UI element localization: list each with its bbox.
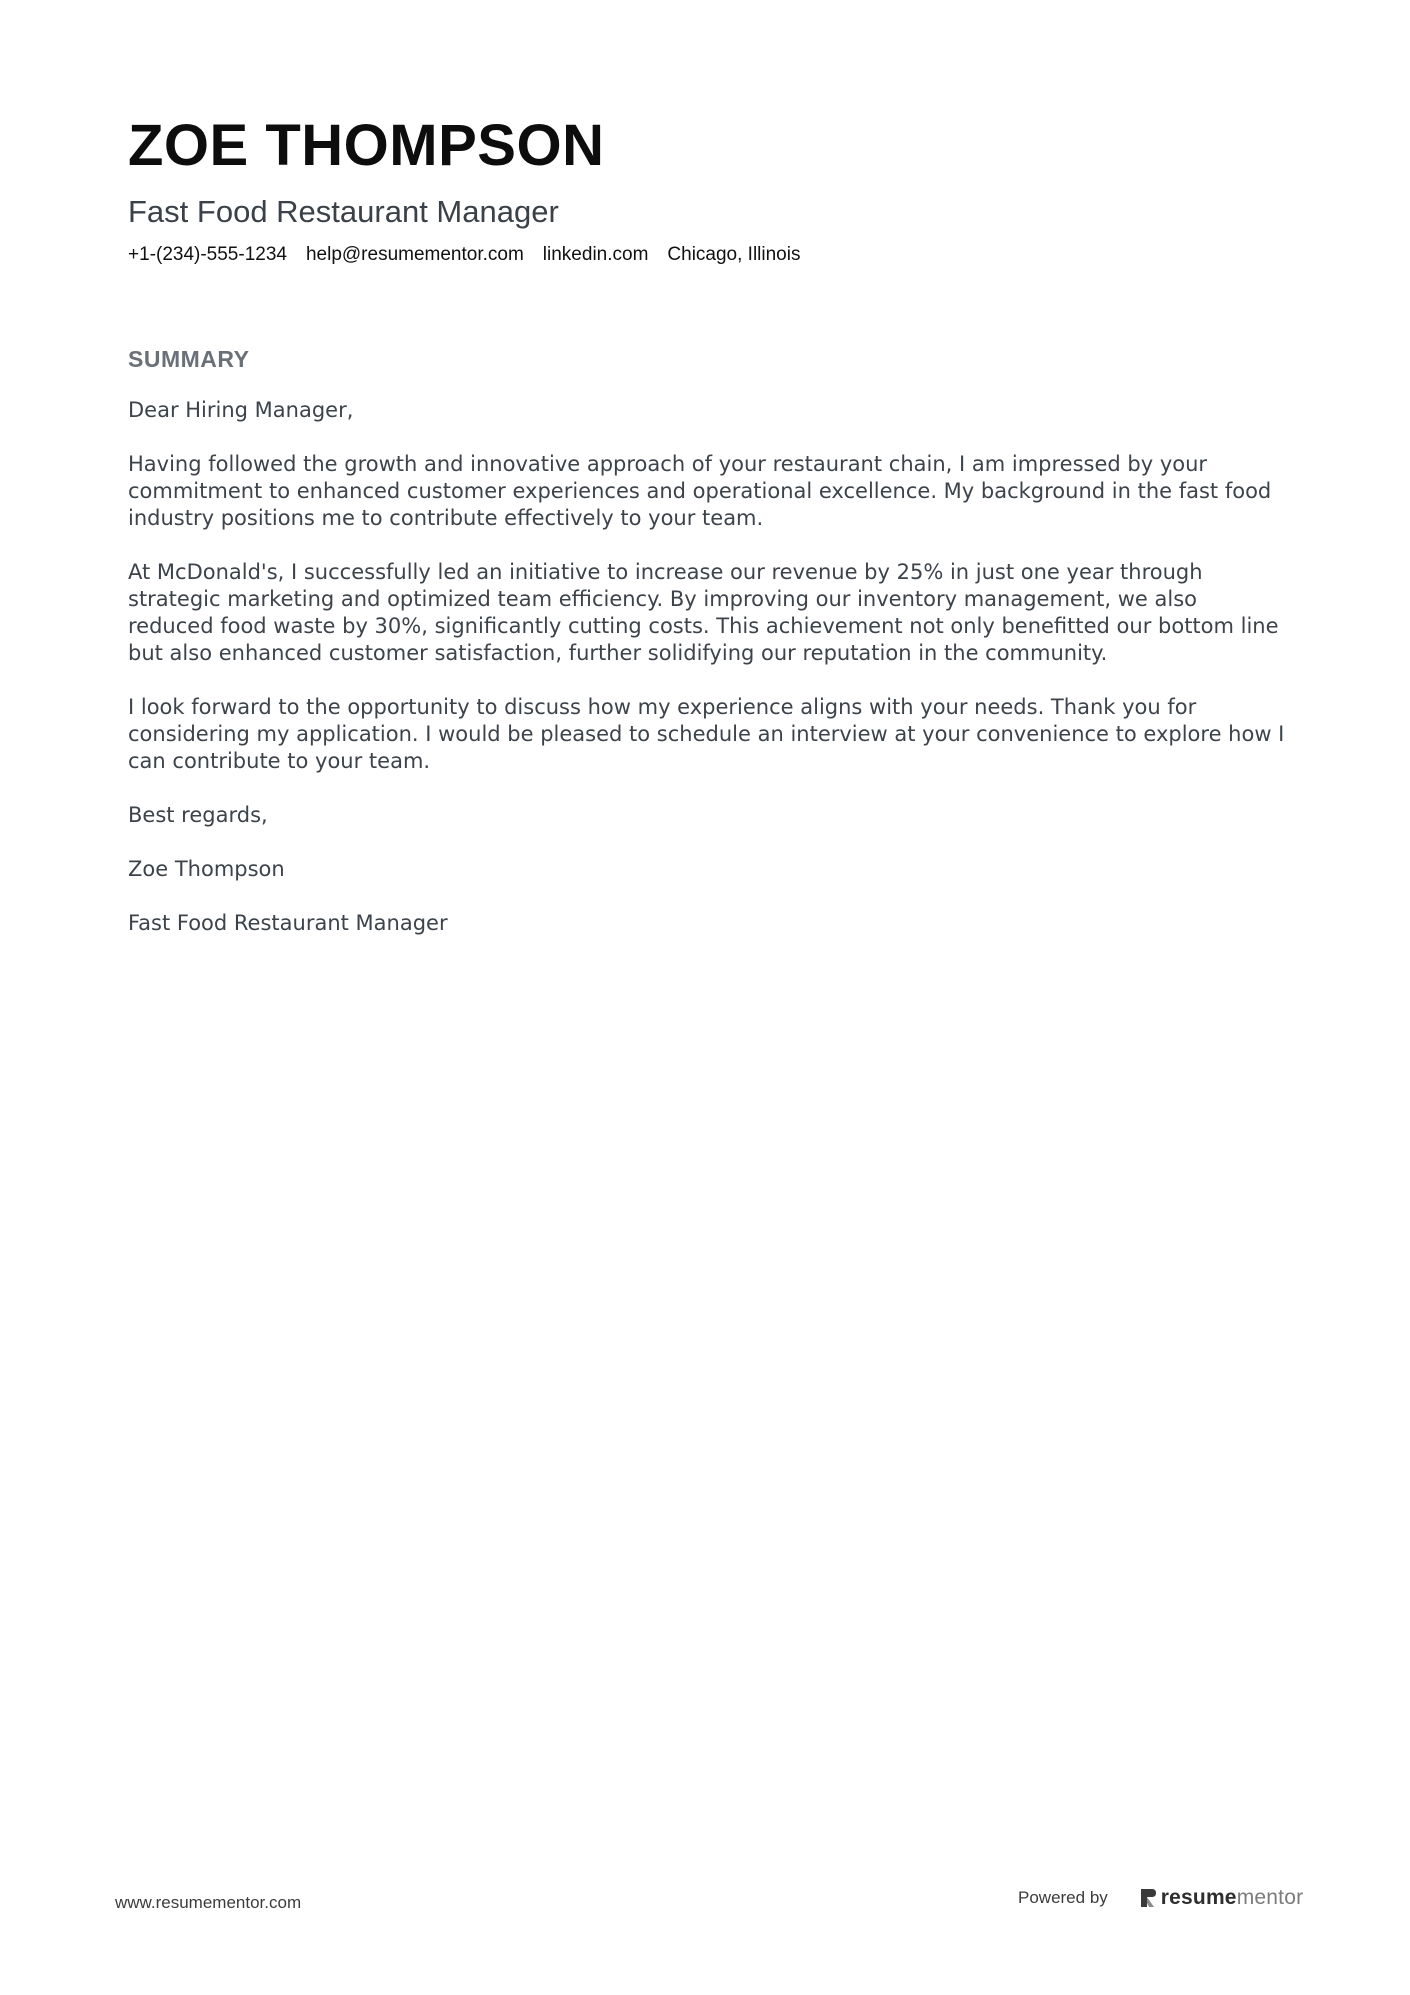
contact-linkedin: linkedin.com bbox=[542, 244, 649, 265]
letter-body bbox=[128, 397, 1288, 937]
letter-salutation: Dear Hiring Manager, bbox=[128, 398, 354, 422]
brand-name-strong: resume bbox=[1160, 1886, 1237, 1909]
candidate-title: Fast Food Restaurant Manager bbox=[128, 194, 559, 229]
resumementor-logo-icon bbox=[1138, 1887, 1158, 1909]
contact-location: Chicago, Illinois bbox=[667, 244, 801, 265]
brand-name bbox=[1161, 1886, 1303, 1910]
powered-by-label: Powered by bbox=[1018, 1888, 1108, 1907]
footer-branding bbox=[1018, 1886, 1303, 1910]
contact-info bbox=[128, 242, 1288, 268]
letter-paragraph: At McDonald's, I successfully led an initiative to increase our revenue by 25% in just one year through strategic marketing and optimized team efficiency. By improving our inventory management, we also reduced food waste by 30%, significantly cutting costs. This achievement not only benefitted our bottom line but also enhanced customer satisfaction, further solidifying our reputation in the community. bbox=[128, 560, 1279, 665]
letter-closing: Best regards, bbox=[128, 803, 268, 827]
contact-phone: +1-(234)-555-1234 bbox=[128, 244, 287, 265]
letter-signature-title: Fast Food Restaurant Manager bbox=[128, 911, 448, 935]
candidate-name: ZOE THOMPSON bbox=[128, 113, 605, 178]
summary-section bbox=[128, 343, 1288, 964]
footer-website: www.resumementor.com bbox=[115, 1893, 302, 1912]
header bbox=[128, 108, 1288, 268]
contact-email: help@resumementor.com bbox=[305, 244, 524, 265]
brand-name-light: mentor bbox=[1236, 1886, 1304, 1909]
letter-paragraph: Having followed the growth and innovative approach of your restaurant chain, I am impressed by your commitment to enhanced customer experiences and operational excellence. My background in the fast food industry positions me to contribute effectively to your team. bbox=[128, 452, 1272, 530]
letter-paragraph: I look forward to the opportunity to discuss how my experience aligns with your needs. Thank you for considering my application. I would be pleased to schedule an interview at your convenience to explore how I can contribute to your team. bbox=[128, 695, 1285, 773]
section-heading: SUMMARY bbox=[128, 346, 250, 372]
letter-signature-name: Zoe Thompson bbox=[128, 857, 285, 881]
